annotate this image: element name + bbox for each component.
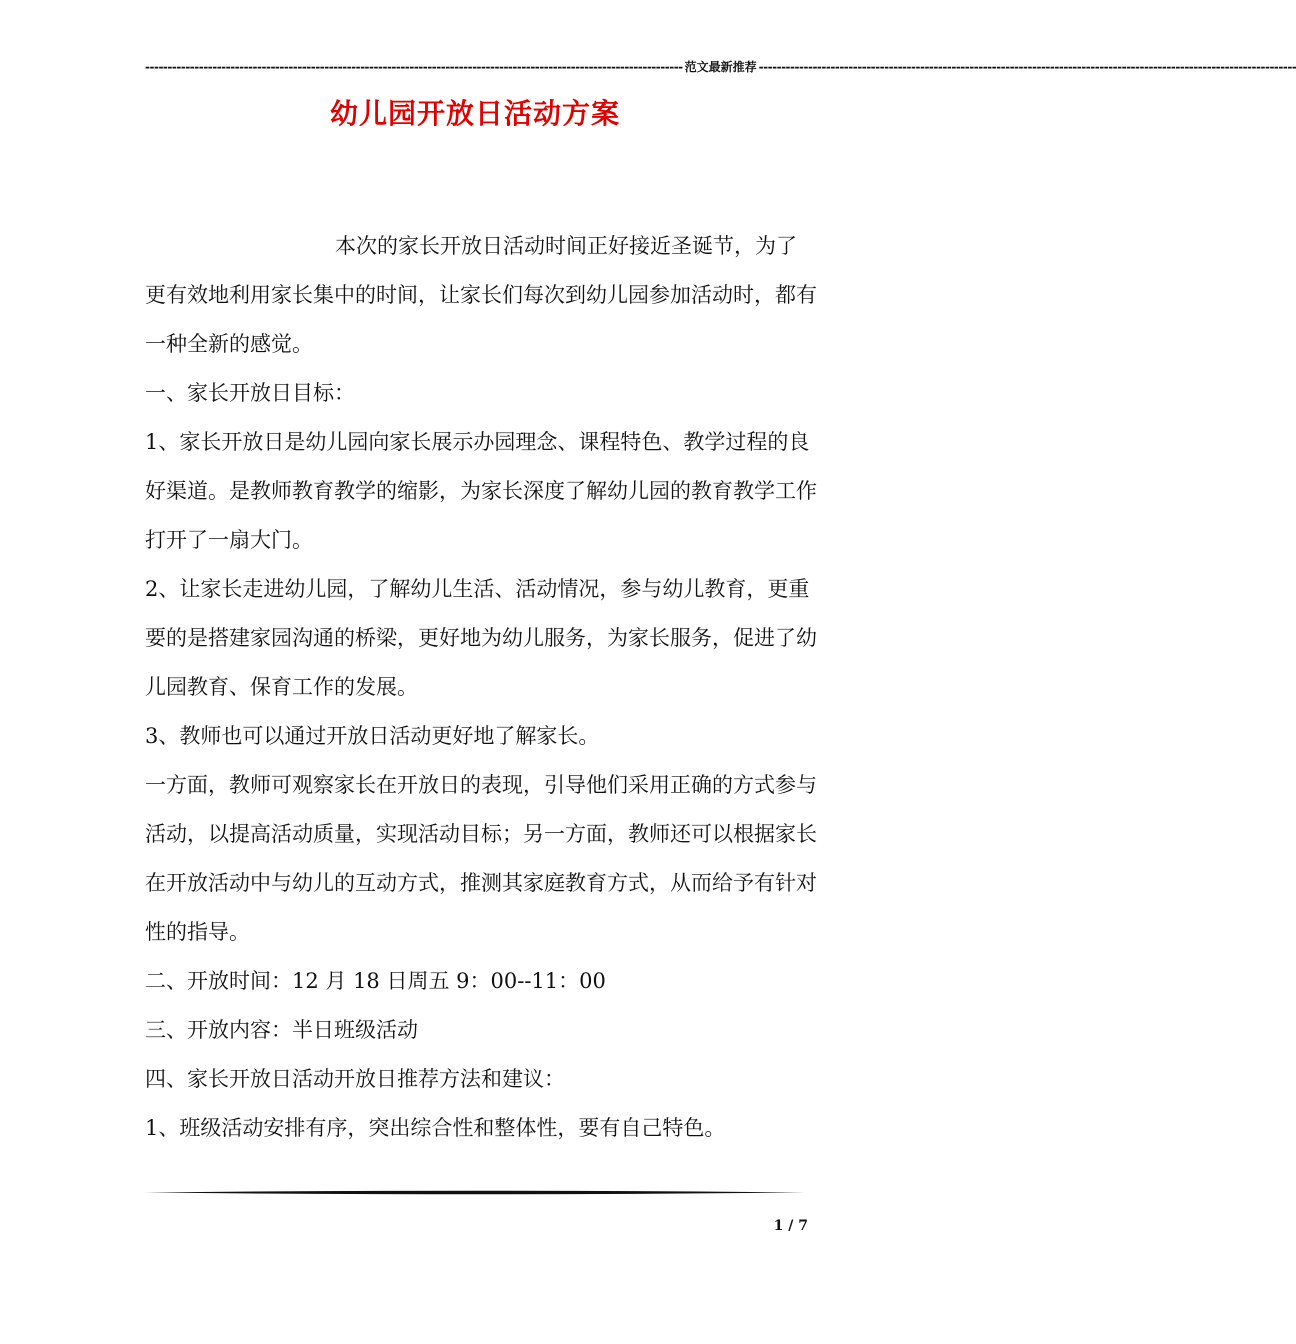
heading-goals: 一、家长开放日目标： xyxy=(145,381,355,405)
footer-divider xyxy=(145,1190,805,1195)
heading-suggestions: 四、家长开放日活动开放日推荐方法和建议： xyxy=(145,1067,565,1091)
heading-content: 三、开放内容：半日班级活动 xyxy=(145,1018,418,1042)
document-body xyxy=(145,222,817,1153)
document-title: 幼儿园开放日活动方案 xyxy=(329,97,620,130)
paragraph-intro: 本次的家长开放日活动时间正好接近圣诞节，为了更有效地利用家长集中的时间，让家长们每次到幼儿园参加活动时，都有一种全新的感觉。 xyxy=(145,234,817,356)
paragraph-goal-3-detail: 一方面，教师可观察家长在开放日的表现，引导他们采用正确的方式参与活动，以提高活动质量，实现活动目标；另一方面，教师还可以根据家长在开放活动中与幼儿的互动方式，推测其家庭教育方式，从而给予有针对性的指导。 xyxy=(145,773,817,944)
paragraph-goal-1: 1、家长开放日是幼儿园向家长展示办园理念、课程特色、教学过程的良好渠道。是教师教育教学的缩影，为家长深度了解幼儿园的教育教学工作打开了一扇大门。 xyxy=(145,430,817,552)
paragraph-suggestion-1: 1、班级活动安排有序，突出综合性和整体性，要有自己特色。 xyxy=(145,1116,726,1140)
paragraph-goal-3: 3、教师也可以通过开放日活动更好地了解家长。 xyxy=(145,724,600,748)
heading-time: 二、开放时间：12 月 18 日周五 9：00--11：00 xyxy=(145,969,606,993)
page-number: 1 / 7 xyxy=(773,1218,808,1234)
header-right-rule: ------------------------------------------------------------------------------------------------------------------------ xyxy=(758,59,1296,74)
paragraph-goal-2: 2、让家长走进幼儿园，了解幼儿生活、活动情况，参与幼儿教育，更重要的是搭建家园沟通的桥梁，更好地为幼儿服务，为家长服务，促进了幼儿园教育、保育工作的发展。 xyxy=(145,577,817,699)
header-label: 范文最新推荐 xyxy=(684,60,757,74)
header-left-rule: ------------------------------------------------------------------------------------------------------------------------ xyxy=(145,59,683,74)
page-header xyxy=(145,58,1296,75)
